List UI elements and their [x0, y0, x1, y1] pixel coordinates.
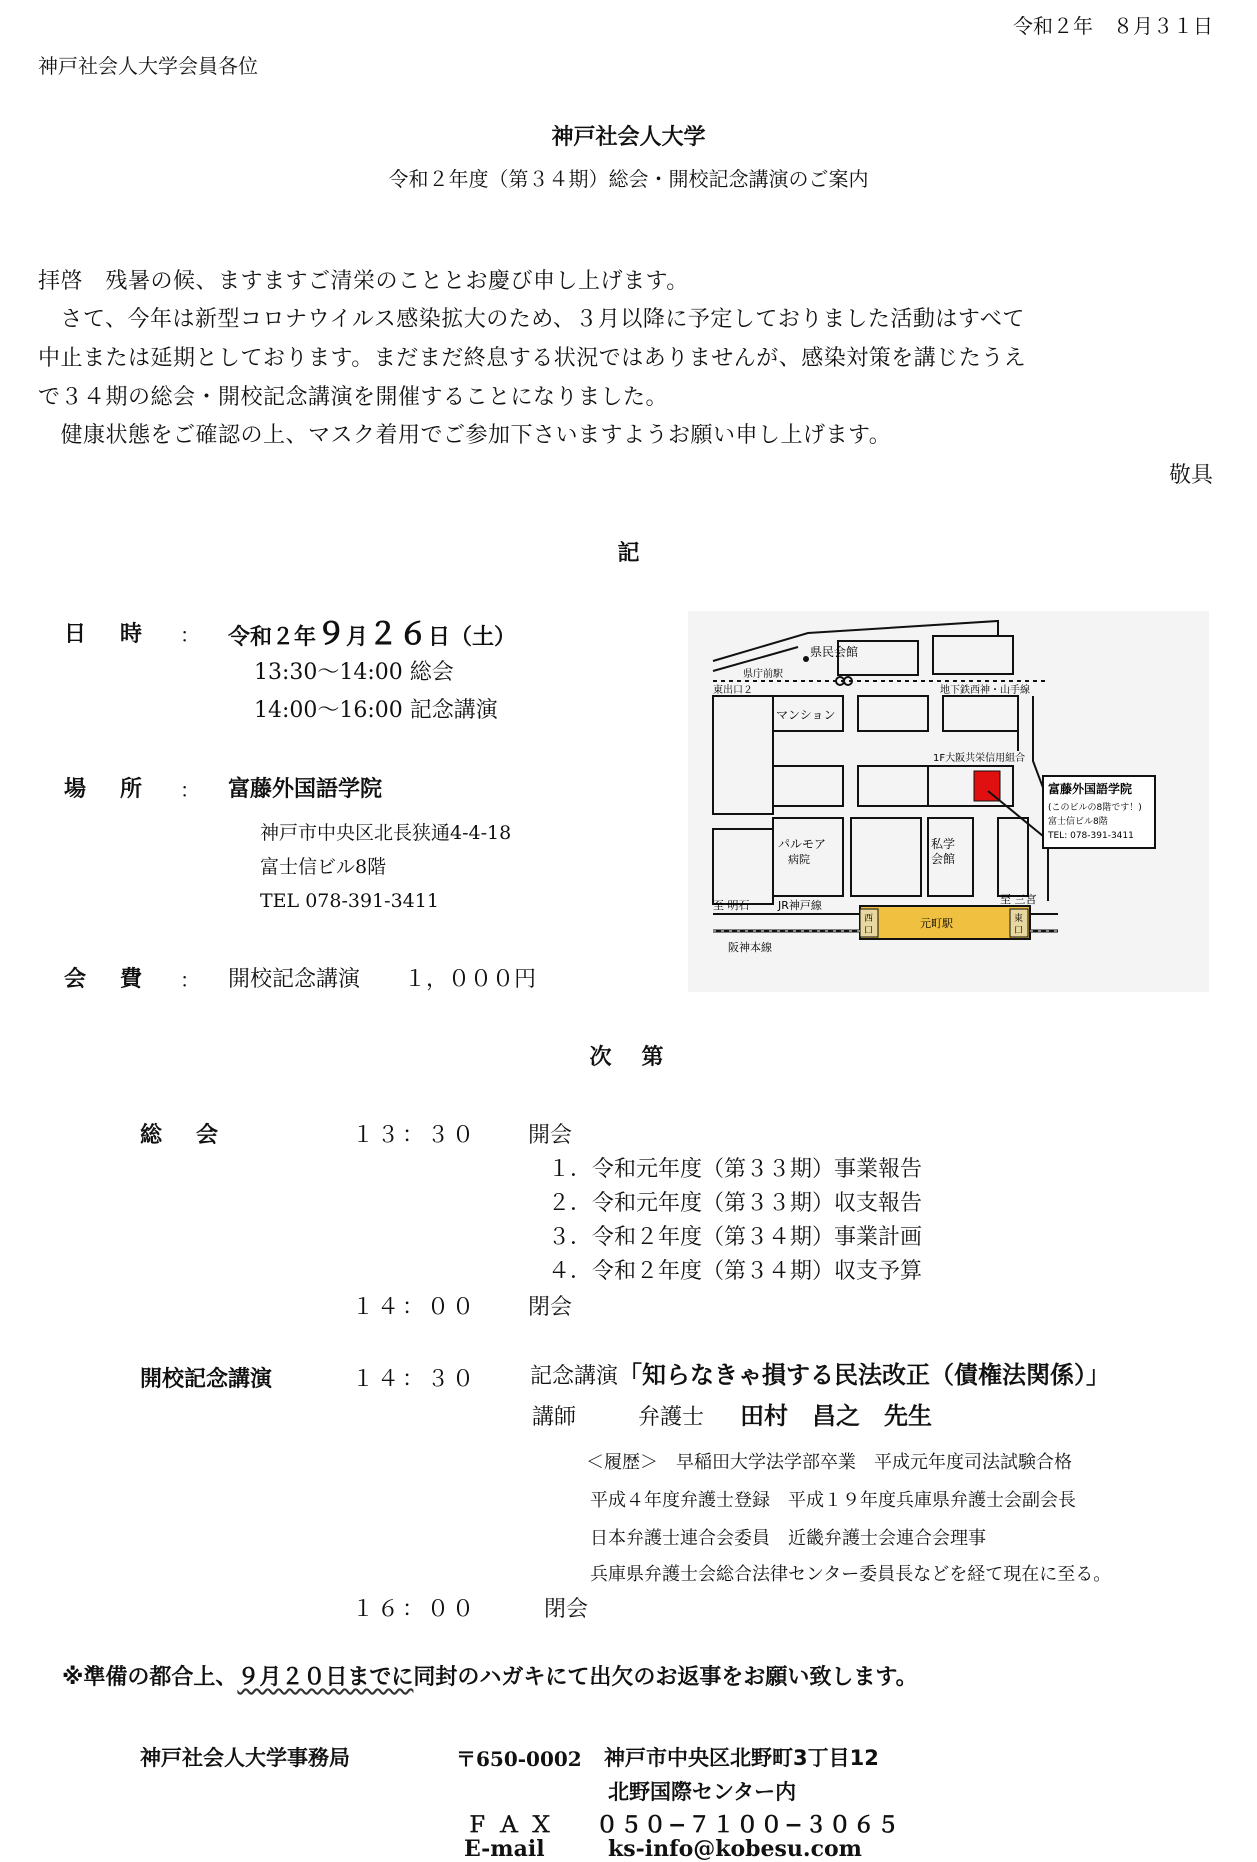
office-name: 神戸社会人大学事務局: [140, 1746, 350, 1770]
lecture-line: [530, 1355, 1110, 1390]
colon: ：: [180, 623, 200, 647]
email-label: E-mail: [464, 1836, 545, 1862]
lecturer-title: 弁護士: [638, 1405, 705, 1430]
map-label-shigaku-2: 会館: [931, 852, 956, 866]
map-label-nishi: 西: [864, 914, 874, 924]
map-label-higashi-2: 口: [1014, 926, 1024, 936]
map-label-higashiguchi2: 東出口２: [713, 685, 753, 696]
history-line: 兵庫県弁護士会総合法律センター委員長などを経て現在に至る。: [590, 1564, 1112, 1585]
date-month-suffix: 月: [346, 625, 369, 650]
history-line: 日本弁護士連合会委員 近畿弁護士会連合会理事: [590, 1528, 986, 1549]
fax-label: ＦＡＸ: [466, 1813, 563, 1838]
event-date: [228, 609, 516, 653]
close-label-2: 閉会: [544, 1597, 589, 1622]
notice-deadline: ９月２０日までに: [237, 1665, 414, 1690]
agenda-item: ４．令和２年度（第３４期）収支予算: [548, 1259, 923, 1284]
email-address[interactable]: ks-info@kobesu.com: [608, 1836, 862, 1862]
lecturer-label: 講師: [532, 1405, 577, 1430]
place-name: 富藤外国語学院: [228, 777, 383, 802]
map-label-school-bldg: 富士信ビル8階: [1048, 817, 1108, 827]
map-label-to-akashi: 至 明石: [713, 899, 750, 912]
map-label-jr: JR神戸線: [778, 899, 822, 912]
postal-code: 〒650-0002: [456, 1747, 582, 1771]
fee-label: 会 費: [64, 967, 149, 992]
notice-suffix: 同封のハガキにて出欠のお返事をお願い致します。: [413, 1665, 918, 1690]
map-label-palmore: パルモア: [778, 837, 827, 851]
map-label-shigaku: 私学: [931, 837, 956, 851]
time-1400: １４：００: [352, 1295, 478, 1320]
place-tel: TEL 078-391-3411: [260, 890, 439, 912]
agenda-item: １．令和元年度（第３３期）事業報告: [548, 1157, 923, 1182]
notice-prefix: ※準備の都合上、: [62, 1665, 238, 1690]
reply-notice: [62, 1660, 918, 1691]
colon: ：: [180, 968, 200, 992]
map-label-school-note: (このビルの8階です！): [1048, 803, 1142, 813]
place-address: 神戸市中央区北長狭通4-4-18: [260, 822, 512, 844]
map-label-kenmin: 県民会館: [810, 645, 859, 659]
colon: ：: [180, 778, 200, 802]
open-label: 開会: [528, 1123, 573, 1148]
date-month: ９: [316, 617, 347, 652]
history-line: ＜履歴＞ 早稲田大学法学部卒業 平成元年度司法試験合格: [586, 1452, 1072, 1473]
lecture-title: 「知らなきゃ損する民法改正（債権法関係）」: [618, 1361, 1111, 1389]
map-label-hanshin: 阪神本線: [728, 941, 772, 954]
fee-value: 開校記念講演 １，０００円: [228, 967, 537, 992]
map-label-school: 富藤外国語学院: [1048, 782, 1133, 796]
date-day-suffix: 日（土）: [428, 625, 517, 650]
document-subtitle: 令和２年度（第３４期）総会・開校記念講演のご案内: [388, 167, 869, 191]
soukai-label: 総 会: [140, 1123, 225, 1148]
time-1600: １６：００: [352, 1597, 478, 1622]
letter-line: 健康状態をご確認の上、マスク着用でご参加下さいますようお願い申し上げます。: [38, 423, 892, 448]
lecture-prefix: 記念講演: [530, 1364, 619, 1389]
letter-line: 拝啓 残暑の候、ますますご清栄のこととお慶び申し上げます。: [38, 269, 689, 294]
fax-number: ０５０−７１００−３０６５: [596, 1813, 901, 1838]
program-heading: 次 第: [589, 1044, 668, 1070]
letter-line: さて、今年は新型コロナウイルス感染拡大のため、３月以降に予定しておりました活動はすべて: [38, 307, 1025, 332]
agenda-item: ２．令和元年度（第３３期）収支報告: [548, 1191, 923, 1216]
ki-heading: 記: [617, 540, 640, 566]
place-label: 場 所: [64, 777, 149, 802]
map-label-subway: 地下鉄西神・山手線: [940, 685, 1030, 696]
time-1430: １４：３０: [352, 1367, 478, 1392]
time-lecture: 14:00〜16:00 記念講演: [254, 698, 498, 723]
history-line: 平成４年度弁護士登録 平成１９年度兵庫県弁護士会副会長: [590, 1490, 1076, 1511]
date-day: ２６: [368, 617, 429, 652]
map-label-kenchomae: 県庁前駅: [743, 669, 783, 680]
office-address: 神戸市中央区北野町3丁目12: [604, 1746, 879, 1770]
time-1330: １３：３０: [352, 1123, 478, 1148]
map-label-to-sannomiya: 至 三宮: [1000, 893, 1037, 906]
datetime-label: 日 時: [64, 622, 149, 647]
map-label-nishi-2: 口: [864, 926, 874, 936]
map-label-bank: 1F大阪共栄信用組合: [933, 753, 1026, 764]
lecture-label: 開校記念講演: [140, 1367, 273, 1392]
map-label-school-tel: TEL: 078-391-3411: [1048, 831, 1134, 841]
access-map: [688, 611, 1209, 992]
map-label-motomachi: 元町駅: [920, 917, 953, 930]
agenda-item: ３．令和２年度（第３４期）事業計画: [548, 1225, 923, 1250]
addressee: 神戸社会人大学会員各位: [38, 54, 258, 78]
close-label: 閉会: [528, 1295, 573, 1320]
closing-keigu: 敬具: [1168, 463, 1213, 488]
date-prefix: 令和２年: [228, 625, 317, 650]
document-date: 令和２年 ８月３１日: [1013, 14, 1213, 38]
organization-title: 神戸社会人大学: [551, 124, 706, 150]
map-label-higashi: 東: [1014, 914, 1024, 924]
letter-line: で３４期の総会・開校記念講演を開催することになりました。: [38, 385, 669, 410]
map-label-palmore-2: 病院: [788, 853, 810, 866]
letter-line: 中止または延期としております。まだまだ終息する状況ではありませんが、感染対策を講じたうえ: [38, 346, 1027, 371]
map-label-mansion: マンション: [776, 708, 836, 722]
place-building: 富士信ビル8階: [260, 856, 387, 878]
office-address-2: 北野国際センター内: [608, 1780, 797, 1804]
lecturer-name: 田村 昌之 先生: [740, 1402, 932, 1430]
time-general-assembly: 13:30〜14:00 総会: [254, 660, 454, 685]
